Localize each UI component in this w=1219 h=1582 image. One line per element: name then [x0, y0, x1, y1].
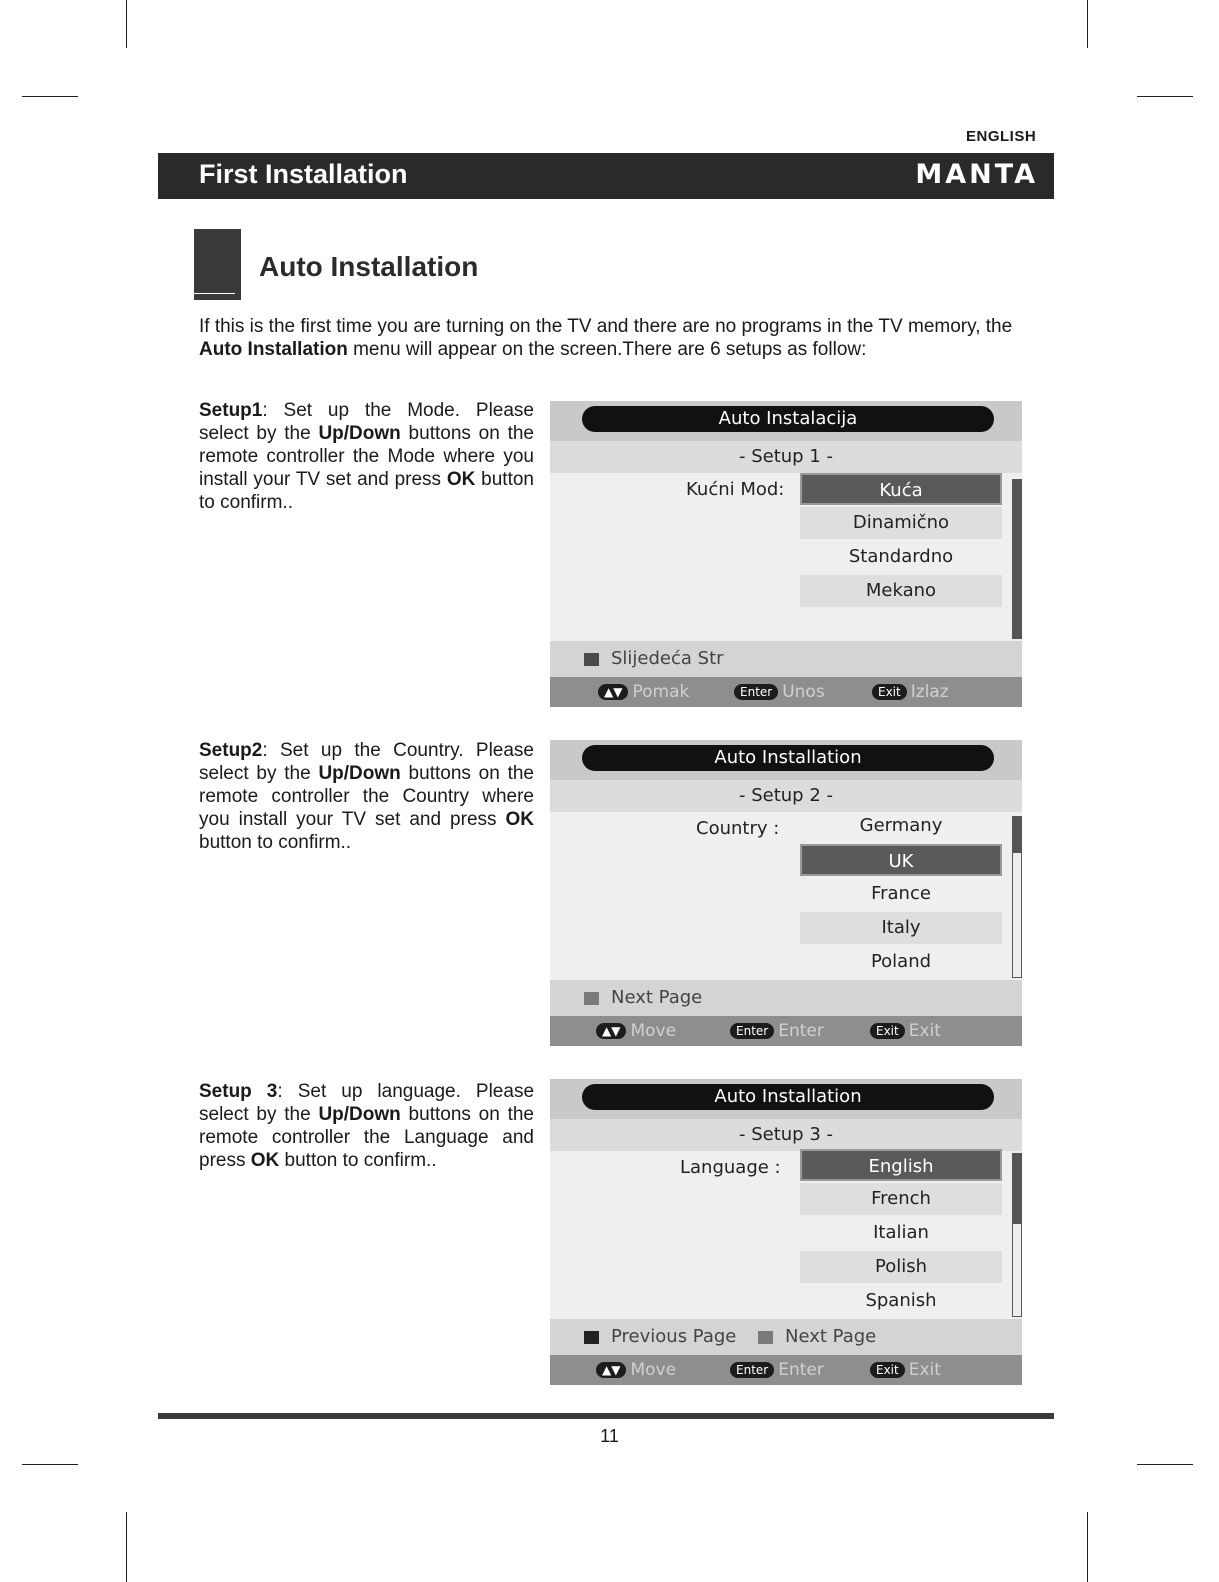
move-hint: ▲▼ Move [596, 1016, 676, 1046]
setup-step-label: - Setup 3 - [550, 1119, 1022, 1151]
next-page-hint[interactable]: Next Page [584, 980, 702, 1016]
field-label: Language : [680, 1157, 781, 1178]
option-item[interactable]: Dinamično [800, 507, 1002, 539]
option-item[interactable]: Italian [873, 1222, 929, 1243]
screen-title: Auto Installation [582, 1084, 994, 1110]
arrow-keys-icon: ▲▼ [598, 684, 628, 700]
step-1-text: Setup1: Set up the Mode. Please select by the Up/Down buttons on the remote controller the Mode where you install your TV set and press OK button to confirm.. [199, 400, 534, 513]
exit-key-icon: Exit [872, 684, 907, 700]
crop-mark [1137, 1464, 1193, 1465]
enter-hint: Enter Unos [734, 677, 825, 707]
footer-rule [158, 1413, 1054, 1419]
option-item[interactable]: Mekano [800, 575, 1002, 607]
brand-logo: MANTA [915, 159, 1038, 190]
green-key-icon [584, 992, 599, 1005]
exit-key-icon: Exit [870, 1023, 905, 1039]
crop-mark [1087, 0, 1088, 48]
crop-mark [126, 1512, 127, 1582]
move-hint: ▲▼ Move [596, 1355, 676, 1385]
option-item[interactable]: UK [800, 844, 1002, 876]
tv-screen-setup-2 [550, 740, 1022, 1046]
enter-hint: Enter Enter [730, 1016, 824, 1046]
crop-mark [22, 96, 78, 97]
option-item[interactable]: English [800, 1149, 1002, 1181]
page-number: 11 [600, 1426, 619, 1446]
crop-mark [22, 1464, 78, 1465]
option-item[interactable]: Kuća [800, 473, 1002, 505]
crop-mark [1137, 96, 1193, 97]
option-item[interactable]: Germany [859, 815, 943, 836]
move-hint: ▲▼ Pomak [598, 677, 689, 707]
enter-key-icon: Enter [730, 1362, 774, 1378]
tv-screen-setup-1 [550, 401, 1022, 707]
exit-hint: Exit Izlaz [872, 677, 949, 707]
step-2-text: Setup2: Set up the Country. Please select by the Up/Down buttons on the remote controller the Country where you install your TV set and press OK button to confirm.. [199, 740, 534, 853]
screen-title: Auto Instalacija [582, 406, 994, 432]
previous-page-hint[interactable]: Previous Page [584, 1319, 736, 1355]
green-key-icon [758, 1331, 773, 1344]
next-page-hint[interactable]: Slijedeća Str [584, 641, 724, 677]
scrollbar[interactable] [1012, 1153, 1022, 1317]
enter-key-icon: Enter [730, 1023, 774, 1039]
language-label: ENGLISH [966, 128, 1037, 145]
screen-title: Auto Installation [582, 745, 994, 771]
field-label: Country : [696, 818, 780, 839]
intro-paragraph: If this is the first time you are turning on the TV and there are no programs in the TV memory, the Auto Installation menu will appear on the screen.There are 6 setups as follow: [199, 316, 1013, 360]
option-item[interactable]: Spanish [865, 1290, 937, 1311]
next-page-hint[interactable]: Next Page [758, 1319, 876, 1355]
section-title: Auto Installation [259, 251, 479, 282]
option-item[interactable]: Poland [870, 951, 932, 972]
arrow-keys-icon: ▲▼ [596, 1362, 626, 1378]
field-label: Kućni Mod: [686, 479, 785, 500]
red-key-icon [584, 1331, 599, 1344]
page-title: First Installation [199, 159, 408, 189]
section-marker-icon [194, 229, 243, 302]
option-item[interactable]: Italy [800, 912, 1002, 944]
step-3-text: Setup 3: Set up language. Please select by the Up/Down buttons on the remote controller the Language and press OK button to confirm.. [199, 1081, 535, 1171]
enter-hint: Enter Enter [730, 1355, 824, 1385]
setup-step-label: - Setup 1 - [550, 441, 1022, 473]
exit-hint: Exit Exit [870, 1355, 941, 1385]
scrollbar[interactable] [1012, 816, 1022, 978]
page-header [158, 153, 1054, 199]
arrow-keys-icon: ▲▼ [596, 1023, 626, 1039]
exit-key-icon: Exit [870, 1362, 905, 1378]
green-key-icon [584, 653, 599, 666]
scrollbar[interactable] [1012, 479, 1022, 639]
enter-key-icon: Enter [734, 684, 778, 700]
crop-mark [1087, 1512, 1088, 1582]
option-item[interactable]: France [871, 883, 931, 904]
tv-screen-setup-3 [550, 1079, 1022, 1385]
option-item[interactable]: Polish [800, 1251, 1002, 1283]
setup-step-label: - Setup 2 - [550, 780, 1022, 812]
exit-hint: Exit Exit [870, 1016, 941, 1046]
option-item[interactable]: Standardno [848, 546, 954, 567]
option-item[interactable]: French [800, 1183, 1002, 1215]
crop-mark [126, 0, 127, 48]
